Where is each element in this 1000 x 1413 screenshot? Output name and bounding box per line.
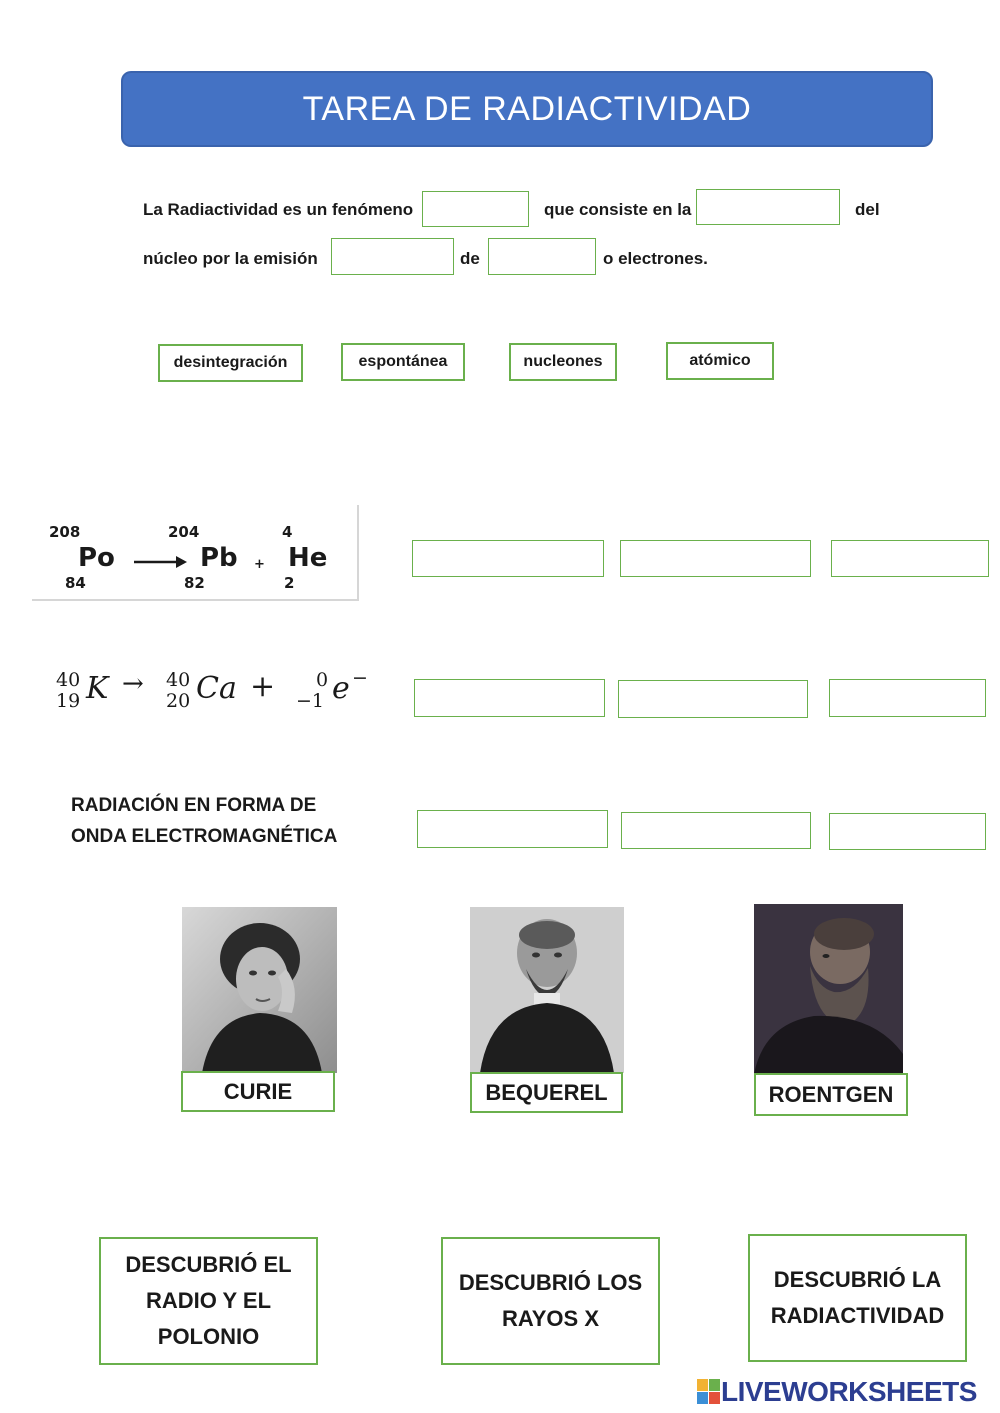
he-atomic-number: 2 [284, 574, 295, 592]
alpha-decay-equation [32, 505, 359, 601]
gamma-label-line-1: RADIACIÓN EN FORMA DE [71, 795, 317, 816]
alpha-answer-input-1[interactable] [412, 540, 604, 577]
gamma-answer-input-3[interactable] [829, 813, 986, 850]
blank-input-3[interactable] [331, 238, 454, 275]
pb-atomic-number: 82 [184, 574, 205, 592]
scientist-name-curie[interactable]: CURIE [181, 1071, 335, 1112]
roentgen-portrait [754, 904, 903, 1074]
blank-input-4[interactable] [488, 238, 596, 275]
e-atomic-number: −1 [296, 690, 325, 712]
sentence-text-2: que consiste en la [544, 200, 692, 219]
blank-input-1[interactable] [422, 191, 529, 227]
blank-input-2[interactable] [696, 189, 840, 225]
sentence-text-3: del [855, 200, 880, 219]
discovery-card-radio-polonio[interactable] [99, 1237, 318, 1365]
reaction-arrow-icon [132, 555, 188, 569]
plus-sign: + [254, 557, 265, 572]
sentence-text-4: núcleo por la emisión [143, 249, 318, 268]
liveworksheets-badge-icon [697, 1379, 721, 1405]
beta-answer-input-3[interactable] [829, 679, 986, 717]
curie-portrait [182, 907, 337, 1073]
ca-mass-number: 40 [166, 669, 191, 691]
sentence-text-6: o electrones. [603, 249, 708, 268]
discovery-line: DESCUBRIÓ LOS [458, 1270, 643, 1295]
pb-mass-number: 204 [168, 523, 200, 541]
word-chip-nucleones[interactable]: nucleones [509, 343, 617, 381]
liveworksheets-logo [697, 1377, 977, 1407]
k-atomic-number: 19 [56, 690, 81, 712]
beta-answer-input-2[interactable] [618, 680, 808, 718]
scientist-name-bequerel[interactable]: BEQUEREL [470, 1072, 623, 1113]
k-mass-number: 40 [56, 669, 81, 691]
gamma-answer-input-1[interactable] [417, 810, 608, 848]
alpha-answer-input-3[interactable] [831, 540, 989, 577]
discovery-card-rayos-x[interactable] [441, 1237, 660, 1365]
bequerel-portrait [470, 907, 624, 1073]
he-mass-number: 4 [282, 523, 293, 541]
e-symbol: e [332, 671, 350, 706]
gamma-answer-input-2[interactable] [621, 812, 811, 849]
beta-answer-input-1[interactable] [414, 679, 605, 717]
po-symbol: Po [78, 543, 115, 573]
ca-symbol: Ca [196, 671, 237, 706]
liveworksheets-wordmark: LIVEWORKSHEETS [721, 1376, 977, 1407]
discovery-line: POLONIO [157, 1324, 260, 1349]
e-mass-number: 0 [316, 669, 329, 691]
ca-atomic-number: 20 [166, 690, 191, 712]
word-chip-espontanea[interactable]: espontánea [341, 343, 465, 381]
word-chip-desintegracion[interactable]: desintegración [158, 344, 303, 382]
pb-symbol: Pb [200, 543, 238, 573]
po-mass-number: 208 [49, 523, 81, 541]
po-atomic-number: 84 [65, 574, 86, 592]
sentence-text-5: de [460, 249, 480, 268]
word-chip-atomico[interactable]: atómico [666, 342, 774, 380]
discovery-line: RAYOS X [501, 1306, 599, 1331]
discovery-card-radiactividad[interactable] [748, 1234, 967, 1362]
arrow-symbol: → [122, 669, 144, 699]
alpha-answer-input-2[interactable] [620, 540, 811, 577]
he-symbol: He [288, 543, 328, 573]
discovery-line: DESCUBRIÓ LA [773, 1267, 942, 1292]
discovery-line: DESCUBRIÓ EL [125, 1252, 292, 1277]
discovery-line: RADIO Y EL [145, 1288, 272, 1313]
sentence-text-1: La Radiactividad es un fenómeno [143, 200, 414, 219]
scientist-name-roentgen[interactable]: ROENTGEN [754, 1073, 908, 1116]
e-charge: − [352, 667, 368, 689]
beta-plus-sign: + [250, 669, 276, 704]
gamma-label [71, 790, 337, 852]
page-title: TAREA DE RADIACTIVIDAD [121, 71, 933, 147]
k-symbol: K [86, 671, 109, 706]
discovery-line: RADIACTIVIDAD [770, 1303, 945, 1328]
gamma-label-line-2: ONDA ELECTROMAGNÉTICA [71, 826, 338, 847]
beta-decay-equation [52, 665, 382, 715]
